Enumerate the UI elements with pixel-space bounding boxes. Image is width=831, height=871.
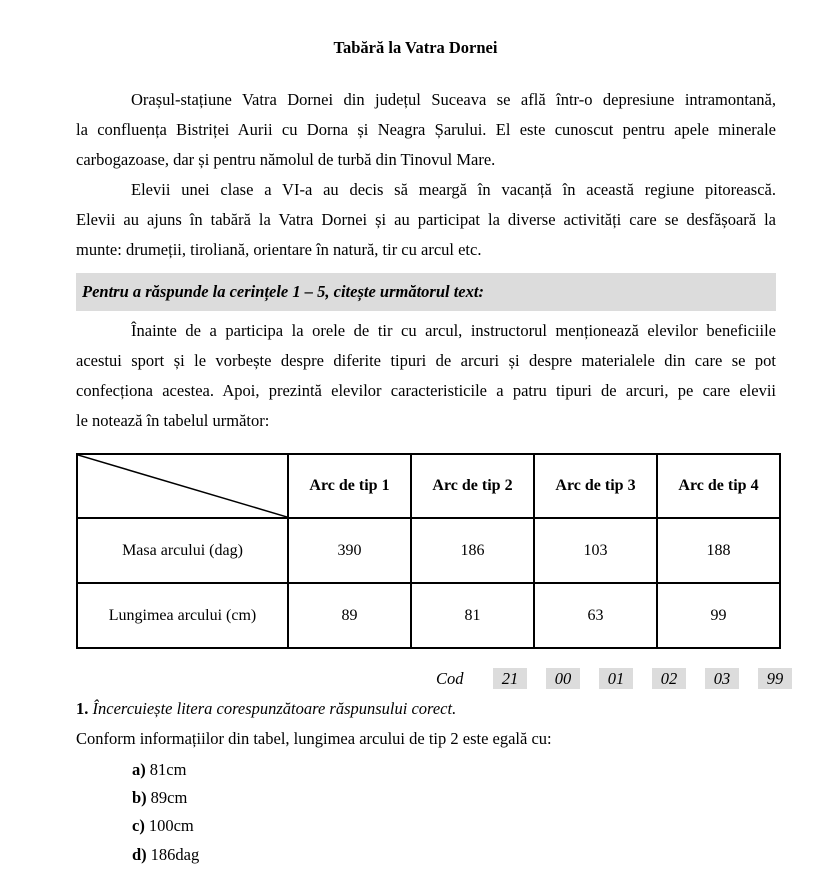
code-box: 03 xyxy=(705,668,739,689)
option-value: 100cm xyxy=(148,816,194,835)
option-value: 81cm xyxy=(149,760,187,779)
option-letter: a) xyxy=(132,760,146,779)
code-box: 00 xyxy=(546,668,580,689)
column-header: Arc de tip 4 xyxy=(657,454,780,518)
diagonal-line xyxy=(78,455,287,517)
code-box: 02 xyxy=(652,668,686,689)
row-header: Masa arcului (dag) xyxy=(77,518,288,583)
row-header: Lungimea arcului (cm) xyxy=(77,583,288,648)
column-header: Arc de tip 2 xyxy=(411,454,534,518)
option-b[interactable] xyxy=(132,788,187,808)
option-value: 186dag xyxy=(150,845,200,864)
option-value: 89cm xyxy=(150,788,188,807)
text-line: le notează în tabelul următor: xyxy=(76,411,270,430)
table-cell: 390 xyxy=(288,518,411,583)
text-line: munte: drumeții, tiroliană, orientare în natură, tir cu arcul etc. xyxy=(76,240,482,259)
grading-codes xyxy=(436,668,811,689)
text-line: Elevii unei clase a VI-a au decis să meargă în vacanță în această regiune pitorească. xyxy=(131,180,776,199)
table-cell: 81 xyxy=(411,583,534,648)
text-line: acestui sport și le vorbește despre diferite tipuri de arcuri și despre materialele din care se pot xyxy=(76,351,776,370)
option-c[interactable] xyxy=(132,816,194,836)
text-line: la confluența Bistriței Aurii cu Dorna și Neagra Șarului. El este cunoscut pentru apele minerale xyxy=(76,120,776,139)
table-cell: 63 xyxy=(534,583,657,648)
table-cell: 103 xyxy=(534,518,657,583)
table-row xyxy=(77,518,780,583)
cod-label: Cod xyxy=(436,668,464,688)
option-letter: d) xyxy=(132,845,147,864)
intro-paragraph-1 xyxy=(76,85,776,175)
diagonal-corner-cell xyxy=(77,454,288,518)
option-d[interactable] xyxy=(132,845,199,865)
instruction-band: Pentru a răspunde la cerințele 1 – 5, citește următorul text: xyxy=(76,273,776,311)
table-cell: 186 xyxy=(411,518,534,583)
bow-table xyxy=(76,453,781,649)
column-header: Arc de tip 3 xyxy=(534,454,657,518)
table-row xyxy=(77,583,780,648)
instruction-text: Încercuiește litera corespunzătoare răspunsului corect. xyxy=(92,699,457,718)
table-header-row xyxy=(77,454,780,518)
option-letter: c) xyxy=(132,816,145,835)
page-title: Tabără la Vatra Dornei xyxy=(333,38,498,57)
text-line: Elevii au ajuns în tabără la Vatra Dornei și au participat la diverse activități care se desfășoară la xyxy=(76,210,776,229)
text-line: Înainte de a participa la orele de tir cu arcul, instructorul menționează elevilor beneficiile xyxy=(131,321,776,340)
question-number: 1. xyxy=(76,699,89,718)
reading-text xyxy=(76,316,776,436)
code-box: 99 xyxy=(758,668,792,689)
text-line: Orașul-stațiune Vatra Dornei din județul Suceava se află într-o depresiune intramontană, xyxy=(131,90,776,109)
column-header: Arc de tip 1 xyxy=(288,454,411,518)
question-instruction xyxy=(76,699,456,719)
option-a[interactable] xyxy=(132,760,186,780)
text-line: confecționa acestea. Apoi, prezintă elevilor caracteristicile a patru tipuri de arcuri, pe care elevii xyxy=(76,381,776,400)
table-cell: 188 xyxy=(657,518,780,583)
code-box: 01 xyxy=(599,668,633,689)
text-line: carbogazoase, dar și pentru nămolul de turbă din Tinovul Mare. xyxy=(76,150,496,169)
table-cell: 89 xyxy=(288,583,411,648)
intro-paragraph-2 xyxy=(76,175,776,265)
option-letter: b) xyxy=(132,788,147,807)
question-text: Conform informațiilor din tabel, lungimea arcului de tip 2 este egală cu: xyxy=(76,729,552,748)
code-box: 21 xyxy=(493,668,527,689)
table-cell: 99 xyxy=(657,583,780,648)
